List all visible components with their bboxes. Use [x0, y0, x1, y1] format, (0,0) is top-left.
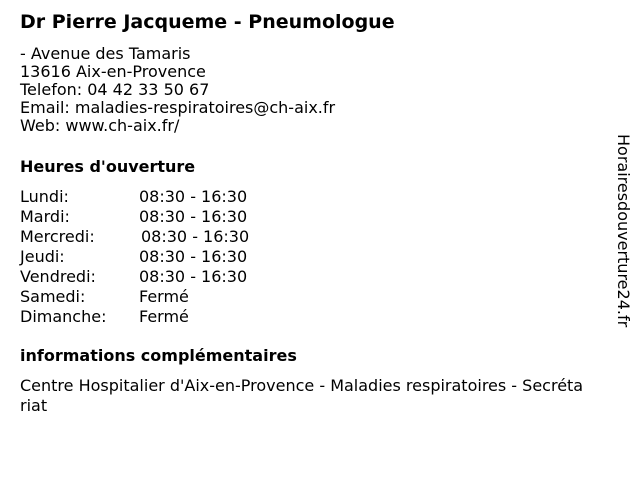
day-label: Samedi:: [20, 287, 86, 306]
page-title: Dr Pierre Jacqueme - Pneumologue: [20, 11, 395, 33]
time-value: 08:30 - 16:30: [139, 187, 248, 206]
day-label: Jeudi:: [20, 247, 65, 266]
day-label: Lundi:: [20, 187, 69, 206]
day-label: Mercredi:: [20, 227, 95, 246]
time-value: Fermé: [139, 307, 189, 326]
phone-number: Telefon: 04 42 33 50 67: [20, 80, 210, 99]
time-value: 08:30 - 16:30: [141, 227, 250, 246]
listing-card: [20, 10, 590, 416]
time-value: 08:30 - 16:30: [139, 207, 248, 226]
time-value: 08:30 - 16:30: [139, 267, 248, 286]
time-value: 08:30 - 16:30: [139, 247, 248, 266]
hours-row-samedi: [20, 287, 590, 307]
city-postcode: 13616 Aix-en-Provence: [20, 62, 206, 81]
site-watermark: Horairesdouverture24.fr: [614, 134, 633, 328]
hours-heading: Heures d'ouverture: [20, 157, 196, 176]
website-address: Web: www.ch-aix.fr/: [20, 116, 180, 135]
hours-row-dimanche: [20, 307, 590, 327]
hours-row-mardi: [20, 207, 590, 227]
hours-row-lundi: [20, 187, 590, 207]
day-label: Vendredi:: [20, 267, 96, 286]
hours-row-jeudi: [20, 247, 590, 267]
opening-hours-table: [20, 187, 590, 327]
hours-row-mercredi: [20, 227, 590, 247]
day-label: Mardi:: [20, 207, 70, 226]
email-address: Email: maladies-respiratoires@ch-aix.fr: [20, 98, 336, 117]
day-label: Dimanche:: [20, 307, 107, 326]
street-address: - Avenue des Tamaris: [20, 44, 191, 63]
time-value: Fermé: [139, 287, 189, 306]
hours-row-vendredi: [20, 267, 590, 287]
info-description: Centre Hospitalier d'Aix-en-Provence - Maladies respiratoires - Secrétariat: [20, 376, 584, 415]
info-heading: informations complémentaires: [20, 346, 297, 365]
contact-block: [20, 45, 590, 135]
